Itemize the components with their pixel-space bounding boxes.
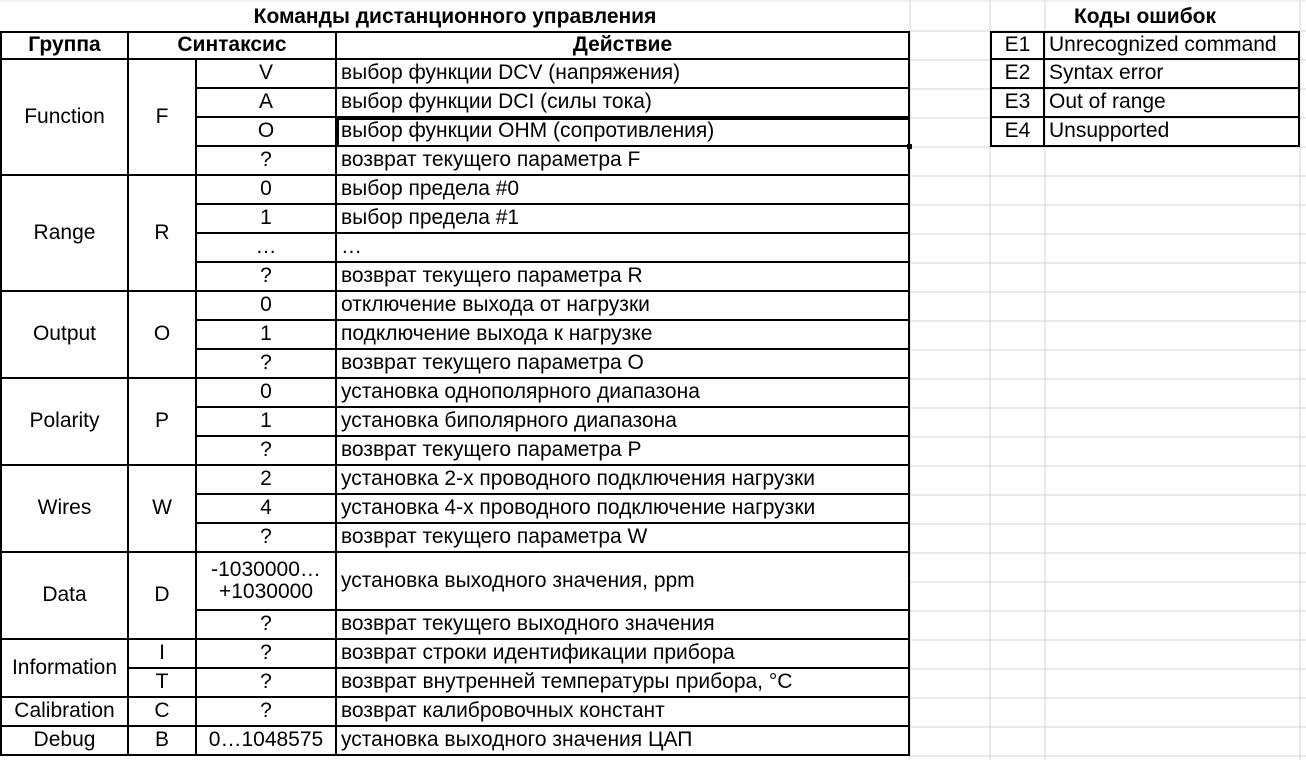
error-code-text: E1	[1004, 33, 1031, 57]
row-letter-text: T	[155, 670, 169, 694]
group-letter	[129, 727, 197, 756]
row-param-text: 0	[260, 293, 272, 317]
group-letter	[129, 60, 197, 176]
errors-title	[990, 3, 1300, 31]
row-action-text: возврат текущего параметра W	[341, 525, 648, 549]
row-param	[197, 524, 337, 553]
row-param	[197, 263, 337, 292]
error-text	[1045, 60, 1300, 89]
row-param-text: ?	[260, 525, 272, 549]
group-name-text: Range	[33, 220, 96, 244]
group-letter	[129, 379, 197, 466]
row-action[interactable]	[337, 205, 910, 234]
row-param	[197, 698, 337, 727]
group-name	[0, 553, 129, 640]
row-param-text: ?	[260, 670, 272, 694]
group-name-text: Output	[32, 322, 97, 346]
row-param-text: 0…1048575	[208, 728, 324, 752]
group-name-text: Debug	[33, 728, 96, 752]
row-action[interactable]	[337, 350, 910, 379]
header-syntax	[129, 31, 337, 60]
row-param	[197, 234, 337, 263]
row-action[interactable]	[337, 176, 910, 205]
row-param-text: V	[258, 61, 273, 85]
row-action-text: возврат текущего параметра P	[341, 438, 642, 462]
group-name	[0, 176, 129, 292]
group-letter	[129, 292, 197, 379]
errors-title-text: Коды ошибок	[1073, 4, 1217, 28]
group-name-text: Polarity	[29, 409, 100, 433]
row-param	[197, 292, 337, 321]
row-param-text: ?	[260, 264, 272, 288]
error-code-text: E4	[1004, 119, 1031, 143]
error-code	[990, 31, 1045, 60]
row-param	[197, 640, 337, 669]
error-text-text: Syntax error	[1049, 61, 1164, 85]
row-param-text: ?	[260, 612, 272, 636]
group-letter	[129, 553, 197, 640]
row-param-text: ?	[260, 699, 272, 723]
row-param	[197, 437, 337, 466]
row-param	[197, 89, 337, 118]
row-param-line: +1030000	[218, 580, 314, 603]
error-text	[1045, 89, 1300, 118]
row-action-text: установка однополярного диапазона	[341, 380, 700, 404]
row-param-text: ?	[260, 351, 272, 375]
selected-cell[interactable]	[337, 118, 910, 147]
row-action[interactable]	[337, 727, 910, 756]
row-param-text: 0	[260, 380, 272, 404]
row-param	[197, 669, 337, 698]
group-name-text: Function	[24, 104, 105, 128]
row-action[interactable]	[337, 263, 910, 292]
row-action[interactable]	[337, 408, 910, 437]
row-param-text: ?	[260, 148, 272, 172]
row-action[interactable]	[337, 292, 910, 321]
row-letter	[129, 640, 197, 669]
row-action-text: установка 2-х проводного подключения нагрузки	[341, 467, 815, 491]
header-action	[337, 31, 910, 60]
row-param-text: …	[255, 235, 277, 259]
row-action[interactable]	[337, 234, 910, 263]
row-action-text: возврат текущего параметра R	[341, 264, 643, 288]
row-action[interactable]	[337, 60, 910, 89]
row-param-text: 1	[260, 322, 272, 346]
row-action[interactable]	[337, 321, 910, 350]
header-syntax-text: Синтаксис	[177, 33, 287, 57]
group-name	[0, 60, 129, 176]
group-name	[0, 698, 129, 727]
group-name-text: Data	[42, 583, 87, 607]
row-action[interactable]	[337, 495, 910, 524]
group-letter-text: P	[154, 409, 169, 433]
row-action[interactable]	[337, 437, 910, 466]
error-text-text: Unsupported	[1049, 119, 1170, 143]
row-action-text: …	[341, 235, 362, 259]
row-param-line: -1030000…	[211, 557, 321, 581]
row-param	[197, 495, 337, 524]
row-param-text: 0	[260, 177, 272, 201]
row-action-text: возврат текущего параметра O	[341, 351, 644, 375]
row-action[interactable]	[337, 553, 910, 611]
group-letter-text: D	[154, 583, 170, 607]
row-action-text: подключение выхода к нагрузке	[341, 322, 653, 346]
row-action[interactable]	[337, 640, 910, 669]
row-param-text: ?	[260, 438, 272, 462]
row-action-text: установка 4-х проводного подключение нагрузки	[341, 496, 816, 520]
row-action-text: возврат внутренней температуры прибора, °C	[341, 670, 793, 694]
row-param-text: 1	[260, 206, 272, 230]
row-action[interactable]	[337, 669, 910, 698]
row-action[interactable]	[337, 611, 910, 640]
row-param	[197, 176, 337, 205]
row-param	[197, 205, 337, 234]
row-param	[197, 727, 337, 756]
row-action-text: возврат калибровочных констант	[341, 699, 665, 723]
header-group-text: Группа	[28, 33, 101, 57]
group-name	[0, 292, 129, 379]
group-letter-text: C	[154, 699, 170, 723]
row-action-text: выбор функции DCV (напряжения)	[341, 61, 681, 85]
group-name	[0, 727, 129, 756]
row-action-text: выбор функции OHM (сопротивления)	[341, 119, 715, 143]
row-param	[197, 147, 337, 176]
group-letter-text: B	[154, 728, 169, 752]
row-letter-text: I	[159, 641, 165, 665]
group-letter	[129, 176, 197, 292]
error-code-text: E3	[1004, 90, 1031, 114]
group-letter-text: O	[153, 322, 171, 346]
row-action[interactable]	[337, 698, 910, 727]
group-letter-text: W	[152, 496, 172, 520]
row-param-text: A	[258, 90, 273, 114]
error-code	[990, 89, 1045, 118]
group-name	[0, 640, 129, 698]
group-letter-text: F	[155, 104, 169, 128]
row-action-text: установка выходного значения ЦАП	[341, 728, 693, 752]
row-action-text: возврат строки идентификации прибора	[341, 641, 735, 665]
row-param	[197, 466, 337, 495]
error-code-text: E2	[1004, 61, 1031, 85]
error-text	[1045, 118, 1300, 147]
row-action-text: возврат текущего параметра F	[341, 148, 641, 172]
row-action[interactable]	[337, 147, 910, 176]
row-action-text: выбор функции DCI (силы тока)	[341, 90, 652, 114]
row-param	[197, 408, 337, 437]
commands-title	[0, 3, 910, 31]
group-letter	[129, 466, 197, 553]
error-code	[990, 60, 1045, 89]
group-letter	[129, 698, 197, 727]
error-text-text: Out of range	[1049, 90, 1166, 114]
row-action-text: выбор предела #1	[341, 206, 520, 230]
commands-title-text: Команды дистанционного управления	[253, 4, 657, 28]
row-param-text: 1	[260, 409, 272, 433]
group-name-text: Calibration	[14, 699, 115, 723]
row-action-text: отключение выхода от нагрузки	[341, 293, 650, 317]
group-name	[0, 466, 129, 553]
row-action-text: возврат текущего выходного значения	[341, 612, 715, 636]
row-param	[197, 118, 337, 147]
row-action[interactable]	[337, 466, 910, 495]
group-letter-text: R	[154, 220, 170, 244]
group-name	[0, 379, 129, 466]
group-name-text: Information	[11, 655, 118, 679]
row-param-text: O	[257, 119, 275, 143]
row-param	[197, 350, 337, 379]
error-text	[1045, 31, 1300, 60]
row-param	[197, 379, 337, 408]
row-param-text: 4	[260, 496, 272, 520]
row-param-text: ?	[260, 641, 272, 665]
row-action-text: установка выходного значения, ppm	[341, 568, 695, 592]
error-code	[990, 118, 1045, 147]
row-param-text: 2	[260, 467, 272, 491]
row-param	[197, 553, 337, 611]
row-param	[197, 321, 337, 350]
row-param	[197, 611, 337, 640]
row-action[interactable]	[337, 379, 910, 408]
row-param	[197, 60, 337, 89]
group-name-text: Wires	[37, 496, 92, 520]
row-action-text: установка биполярного диапазона	[341, 409, 677, 433]
row-action[interactable]	[337, 524, 910, 553]
header-group	[0, 31, 129, 60]
row-action[interactable]	[337, 89, 910, 118]
row-action-text: выбор предела #0	[341, 177, 520, 201]
header-action-text: Действие	[572, 33, 673, 57]
error-text-text: Unrecognized command	[1049, 33, 1277, 57]
row-letter	[129, 669, 197, 698]
